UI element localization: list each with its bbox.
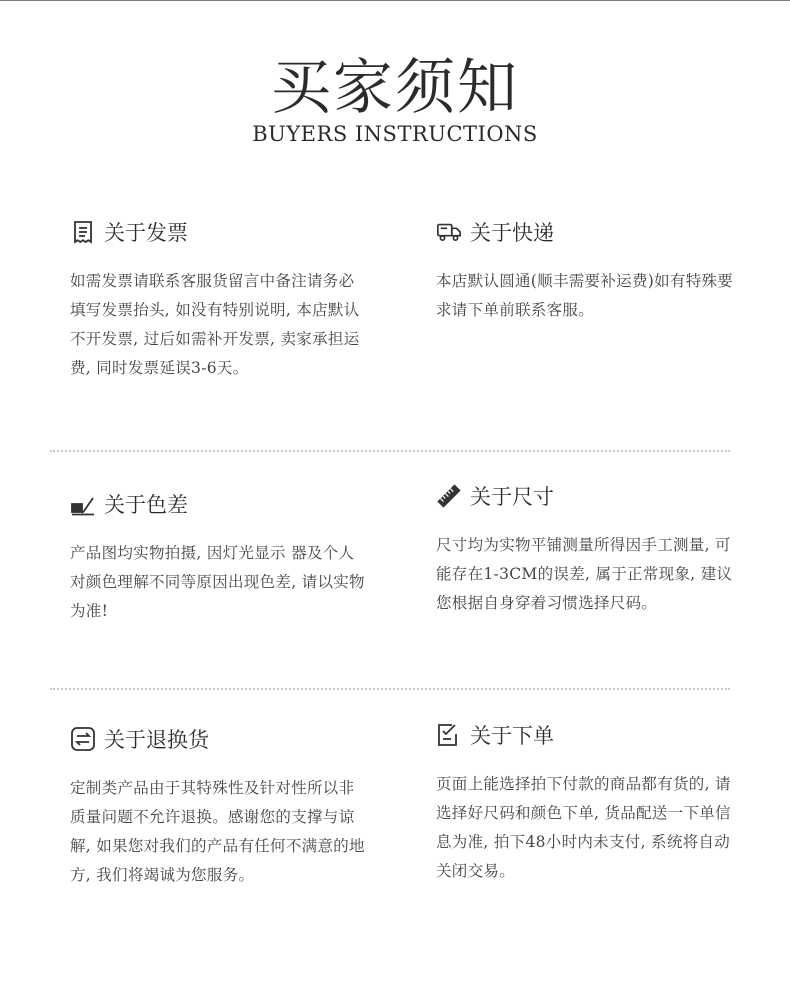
section-header	[436, 481, 736, 511]
section-color-difference	[70, 489, 370, 626]
page-title: 买家须知	[271, 53, 519, 123]
section-header	[70, 217, 370, 247]
exchange-arrows-icon	[70, 726, 96, 752]
section-text: 产品图均实物拍摄, 因灯光显示 器及个人对颜色理解不同等原因出现色差, 请以实物为准!	[70, 544, 365, 620]
section-return-exchange	[70, 724, 370, 890]
section-text: 本店默认圆通(顺丰需要补运费)如有特殊要求请下单前联系客服。	[436, 272, 734, 319]
top-divider	[0, 0, 790, 1]
section-invoice	[70, 217, 370, 383]
section-title: 关于发票	[104, 221, 188, 245]
section-express	[436, 217, 736, 325]
section-header	[436, 217, 736, 247]
section-title: 关于色差	[104, 493, 188, 517]
section-title: 关于尺寸	[470, 485, 554, 509]
section-text: 如需发票请联系客服货留言中备注请务必填写发票抬头, 如没有特别说明, 本店默认不开发票, 过后如需补开发票, 卖家承担运费, 同时发票延误3-6天。	[70, 272, 360, 377]
section-title: 关于快递	[470, 221, 554, 245]
section-title: 关于下单	[470, 724, 554, 748]
section-ordering	[436, 720, 736, 886]
section-header	[436, 720, 736, 750]
section-text: 页面上能选择拍下付款的商品都有货的, 请选择好尺码和颜色下单, 货品配送一下单信息为准, 拍下48小时内未支付, 系统将自动关闭交易。	[436, 775, 731, 880]
section-header	[70, 489, 370, 519]
delivery-truck-icon	[436, 219, 462, 245]
ruler-icon	[436, 483, 462, 509]
dotted-divider	[50, 450, 730, 452]
section-text: 尺寸均为实物平铺测量所得因手工测量, 可能存在1-3CM的误差, 属于正常现象, 建议您根据自身穿着习惯选择尺码。	[436, 536, 733, 612]
receipt-icon	[70, 219, 96, 245]
page-subtitle: BUYERS INSTRUCTIONS	[252, 122, 538, 146]
dotted-divider	[50, 688, 730, 690]
section-size	[436, 481, 736, 618]
section-text: 定制类产品由于其特殊性及针对性所以非质量问题不允许退换。感谢您的支撑与谅解, 如果您对我们的产品有任何不满意的地方, 我们将竭诚为您服务。	[70, 779, 365, 884]
section-header	[70, 724, 370, 754]
section-title: 关于退换货	[104, 728, 209, 752]
color-swatch-icon	[70, 491, 96, 517]
checklist-icon	[436, 722, 462, 748]
